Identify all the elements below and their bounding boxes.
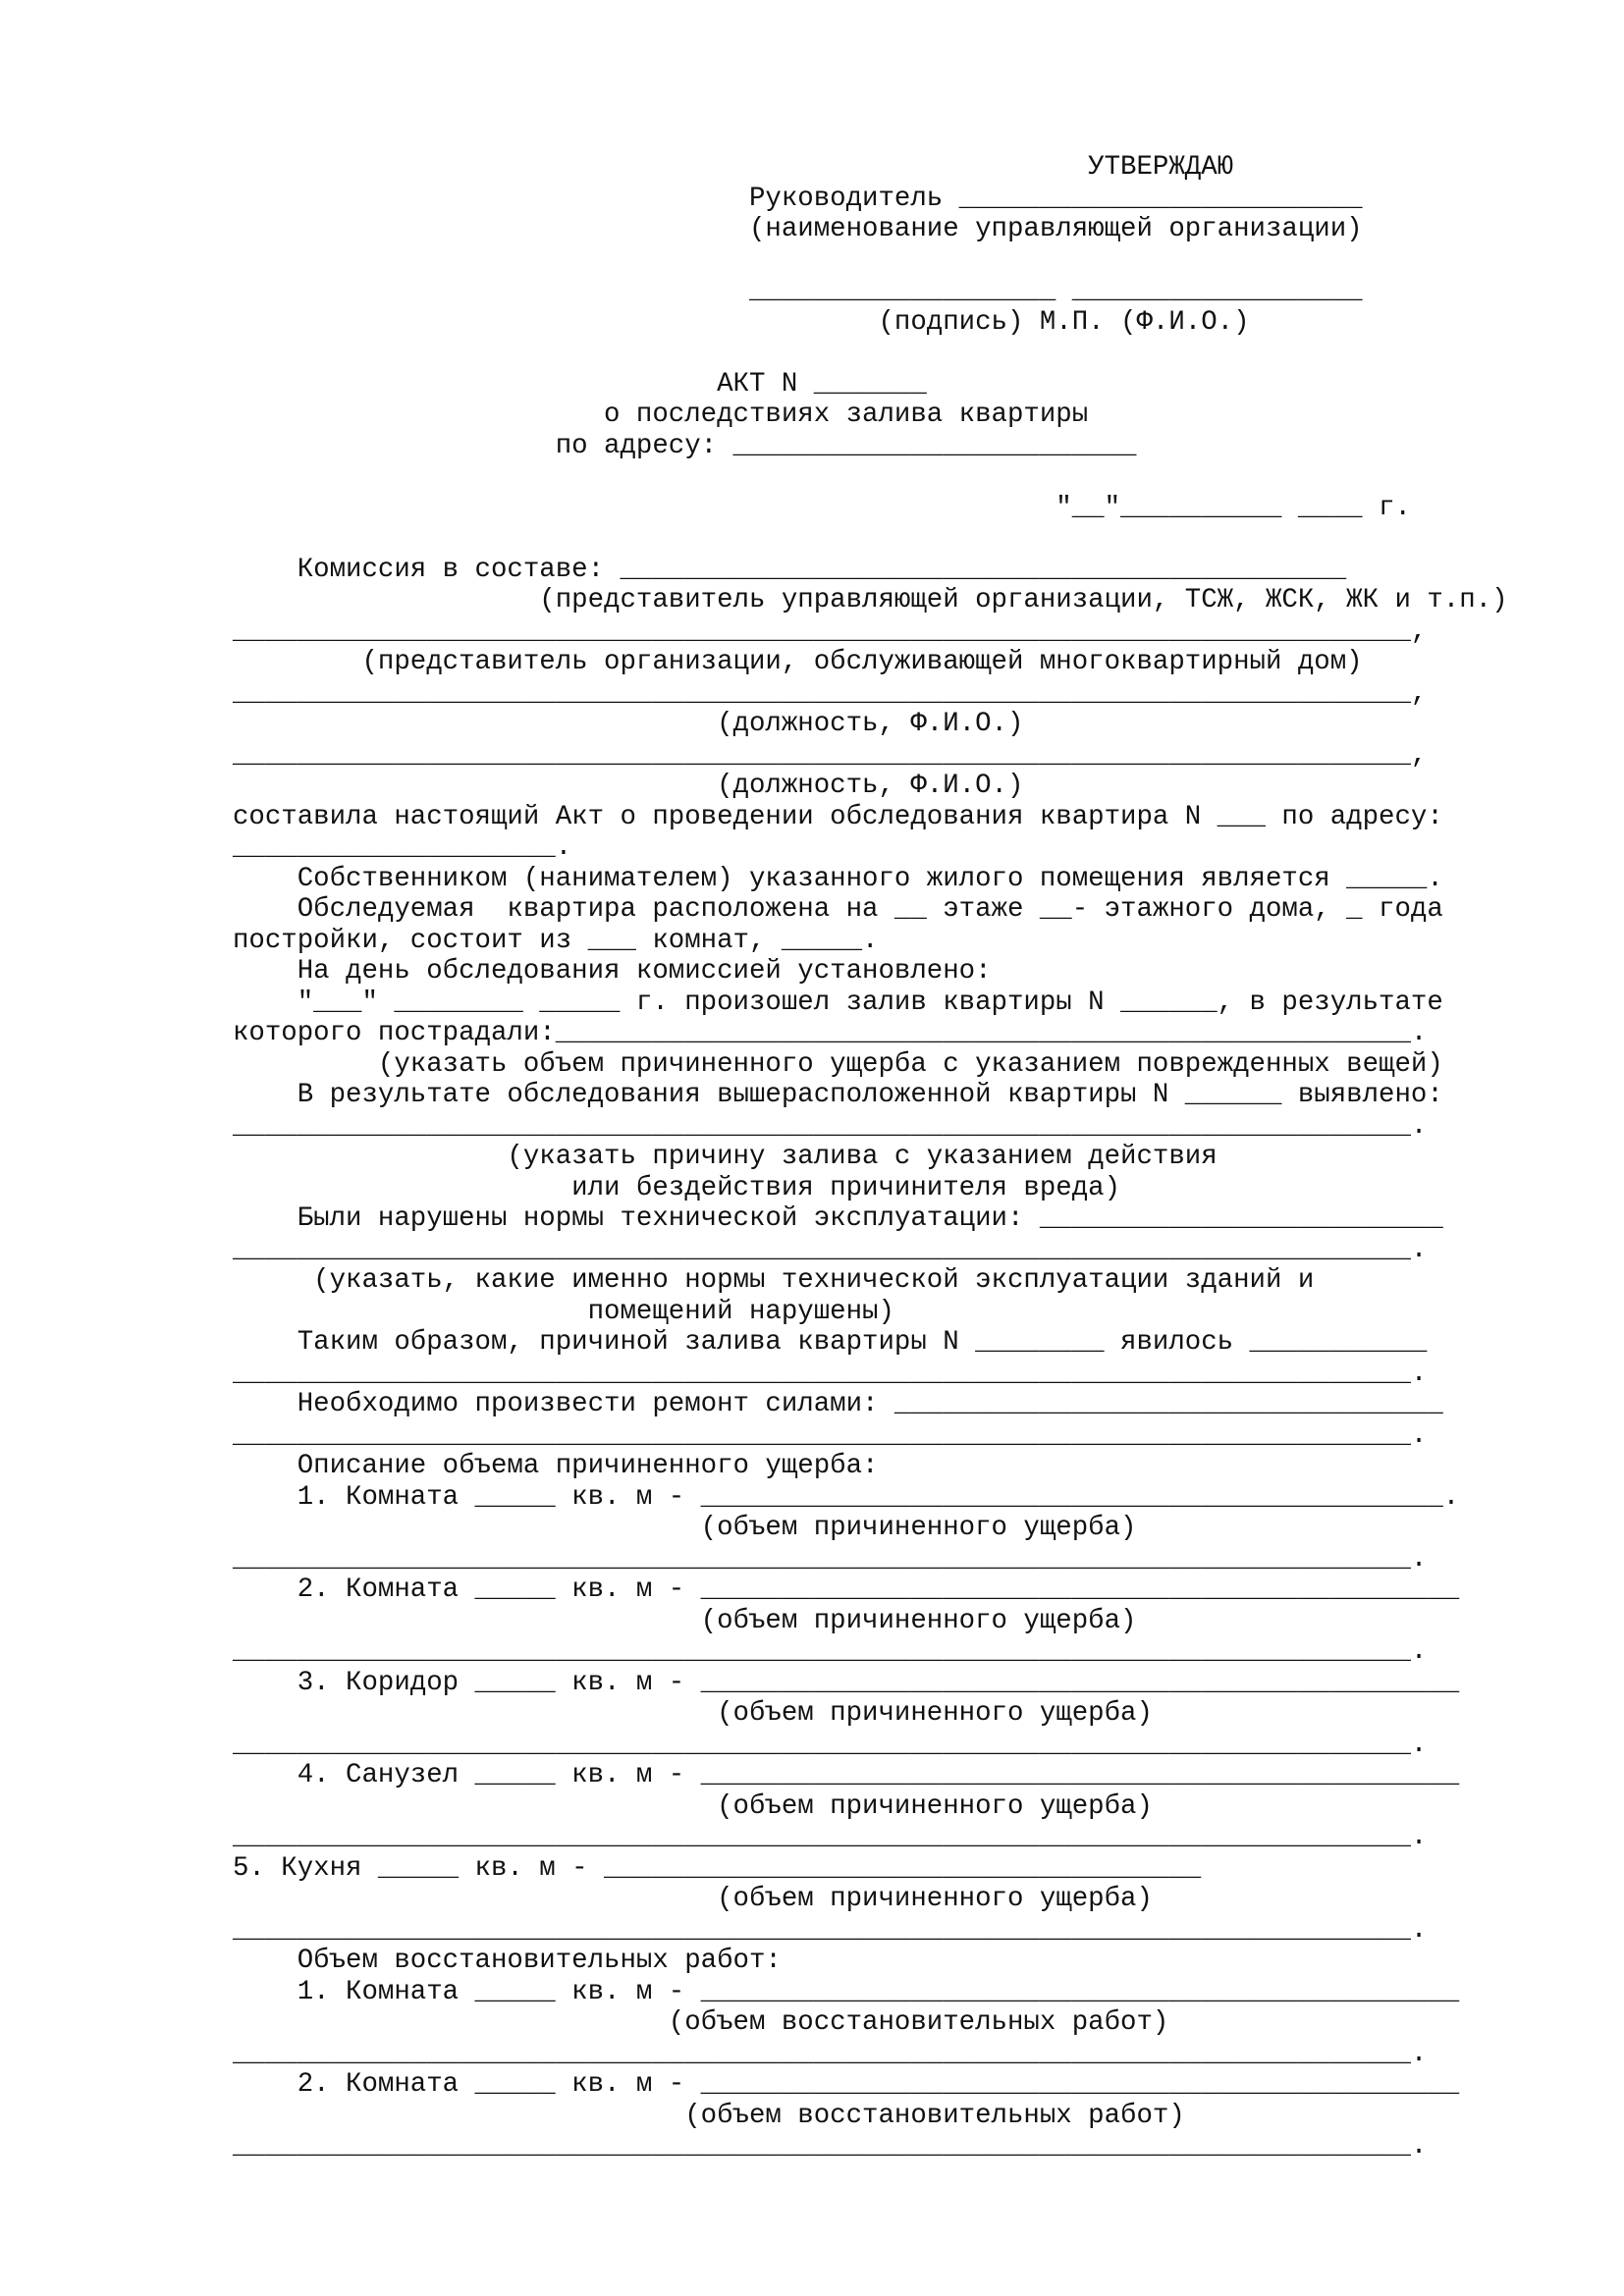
fill-in-field: _________________________________________________________________________. — [233, 1636, 1428, 1667]
apartment-location-line: Обследуемая квартира расположена на __ этаже __- этажного дома, _ года — [233, 894, 1443, 925]
head-signature-line: Руководитель _________________________ — [233, 183, 1363, 214]
inspection-address-field: ____________________. — [233, 832, 572, 863]
signature-fields: ___________________ __________________ — [233, 276, 1363, 306]
damage-corridor: 3. Коридор _____ кв. м - _______________________________________________ — [233, 1667, 1460, 1698]
violated-norms-line: Были нарушены нормы технической эксплуатации: _________________________ — [233, 1203, 1443, 1234]
owner-line: Собственником (нанимателем) указанного жилого помещения является _____. — [233, 863, 1443, 894]
inspection-statement: составила настоящий Акт о проведении обследования квартира N ___ по адресу: — [233, 801, 1443, 832]
fill-in-field: _________________________________________________________________________. — [233, 1822, 1428, 1852]
repair-party-line: Необходимо произвести ремонт силами: __________________________________ — [233, 1389, 1443, 1419]
damage-room-1: 1. Комната _____ кв. м - ______________________________________________. — [233, 1481, 1460, 1513]
fill-in-field: _________________________________________________________________________. — [233, 1419, 1428, 1451]
apartment-rooms-line: постройки, состоит из ___ комнат, _____. — [233, 925, 879, 956]
blank-line — [233, 245, 1470, 277]
fill-in-field: _________________________________________________________________________. — [233, 1729, 1428, 1760]
repair-room-1: 1. Комната _____ кв. м - _______________________________________________ — [233, 1976, 1460, 2007]
organization-name-caption: (наименование управляющей организации) — [233, 214, 1363, 244]
commission-caption: (представитель управляющей организации, ТСЖ, ЖСК, ЖК и т.п.) — [233, 585, 1508, 615]
document-body — [233, 152, 1508, 2163]
signature-caption: (подпись) М.П. (Ф.И.О.) — [233, 306, 1250, 338]
position-name-caption: (должность, Ф.И.О.) — [233, 709, 1024, 739]
flooding-date-line: "___" ________ _____ г. произошел залив квартиры N ______, в результате — [233, 987, 1443, 1018]
fill-in-field: _________________________________________________________________________. — [233, 1110, 1428, 1142]
repair-works-heading: Объем восстановительных работ: — [233, 1946, 782, 1976]
fill-in-field: _________________________________________________________________________. — [233, 1358, 1428, 1389]
act-number-title: АКТ N _______ — [233, 368, 927, 400]
position-name-caption: (должность, Ф.И.О.) — [233, 771, 1024, 801]
repair-volume-caption: (объем восстановительных работ) — [233, 2007, 1169, 2038]
damage-description-heading: Описание объема причиненного ущерба: — [233, 1451, 879, 1481]
fill-in-field: _________________________________________________________________________. — [233, 1543, 1428, 1575]
blank-line — [233, 461, 1470, 493]
repair-room-2: 2. Комната _____ кв. м - _______________________________________________ — [233, 2069, 1460, 2100]
findings-intro: На день обследования комиссией установлено: — [233, 956, 992, 987]
fill-in-field: _________________________________________________________________________. — [233, 1914, 1428, 1946]
act-address-line: по адресу: _________________________ — [233, 430, 1137, 461]
cause-caption-continued: или бездействия причинителя вреда) — [233, 1172, 1121, 1203]
norms-caption: (указать, какие именно нормы технической эксплуатации зданий и — [233, 1265, 1315, 1296]
fill-in-field: _________________________________________________________________________. — [233, 2038, 1428, 2069]
act-date-line: "__"__________ ____ г. — [233, 492, 1411, 523]
damage-volume-caption: (объем причиненного ущерба) — [233, 1698, 1153, 1729]
fill-in-field: _________________________________________________________________________. — [233, 2131, 1428, 2162]
damage-volume-caption: (объем причиненного ущерба) — [233, 1513, 1137, 1543]
cause-caption: (указать причину залива с указанием действия — [233, 1142, 1218, 1172]
approval-heading: УТВЕРЖДАЮ — [233, 152, 1234, 183]
damage-volume-caption: (объем причиненного ущерба) — [233, 1790, 1153, 1822]
damaged-items-field: которого пострадали:_____________________________________________________. — [233, 1018, 1428, 1048]
damage-volume-caption: (объем причиненного ущерба) — [233, 1605, 1137, 1636]
damage-caption: (указать объем причиненного ущерба с указанием поврежденных вещей) — [233, 1048, 1443, 1080]
damage-bathroom: 4. Санузел _____ кв. м - _______________________________________________ — [233, 1760, 1460, 1790]
commission-member-field: _________________________________________________________________________, — [233, 615, 1428, 647]
commission-line: Комиссия в составе: _____________________________________________ — [233, 554, 1347, 585]
commission-member-field: _________________________________________________________________________, — [233, 677, 1428, 709]
norms-caption-continued: помещений нарушены) — [233, 1296, 894, 1327]
cause-conclusion-line: Таким образом, причиной залива квартиры N ________ явилось ___________ — [233, 1327, 1428, 1358]
service-org-caption: (представитель организации, обслуживающей многоквартирный дом) — [233, 647, 1363, 677]
upper-apartment-line: В результате обследования вышерасположенной квартиры N ______ выявлено: — [233, 1080, 1443, 1110]
blank-line — [233, 523, 1470, 555]
damage-volume-caption: (объем причиненного ущерба) — [233, 1884, 1153, 1914]
fill-in-field: _________________________________________________________________________. — [233, 1234, 1428, 1265]
damage-room-2: 2. Комната _____ кв. м - _______________________________________________ — [233, 1575, 1460, 1605]
repair-volume-caption: (объем восстановительных работ) — [233, 2100, 1185, 2131]
act-subject-title: о последствиях залива квартиры — [233, 400, 1089, 430]
commission-member-field: _________________________________________________________________________, — [233, 739, 1428, 771]
blank-line — [233, 338, 1470, 369]
damage-kitchen: 5. Кухня _____ кв. м - _____________________________________ — [233, 1852, 1202, 1884]
